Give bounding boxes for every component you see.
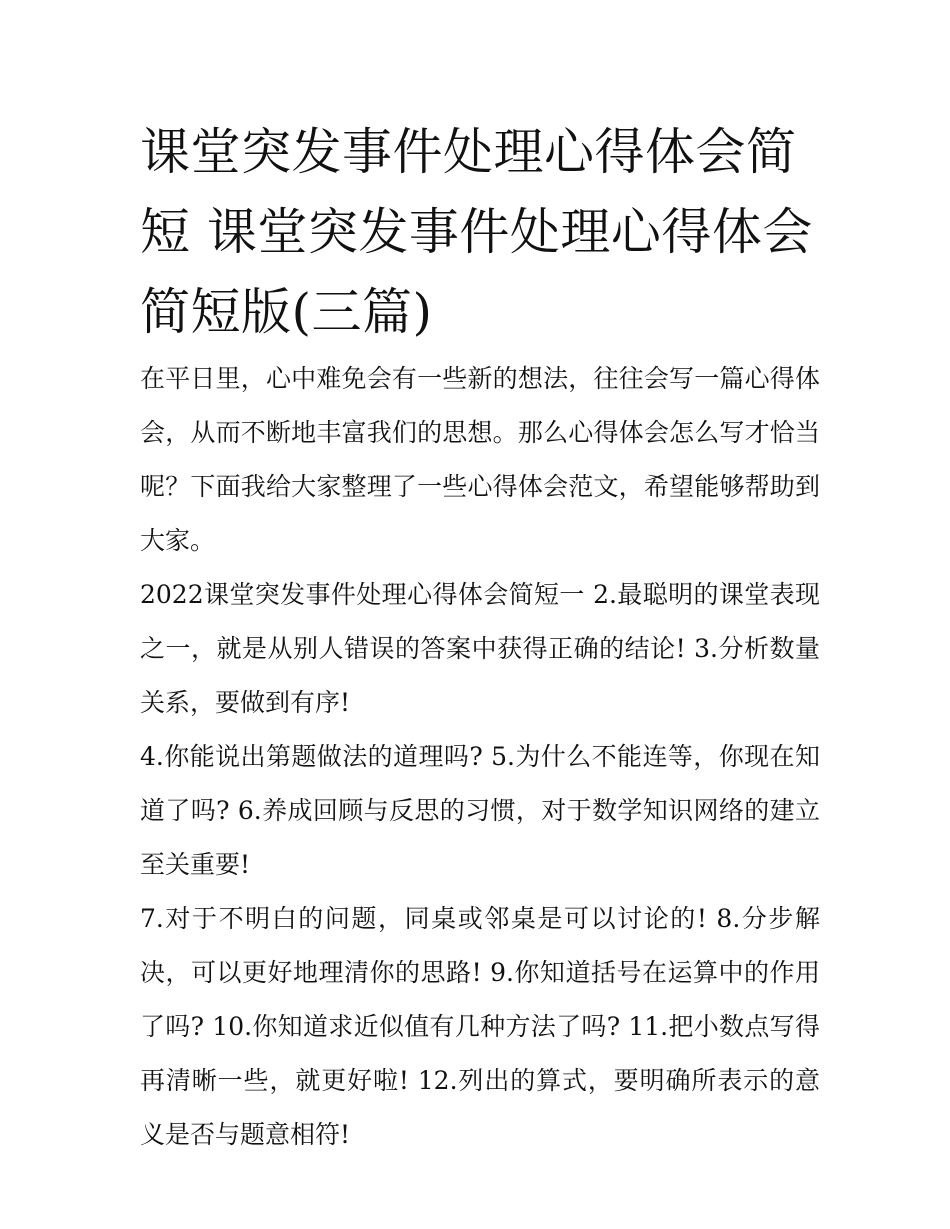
document-body <box>140 352 820 1162</box>
body-paragraph: 4.你能说出第题做法的道理吗? 5.为什么不能连等，你现在知道了吗? 6.养成回顾与反思的习惯，对于数学知识网络的建立至关重要! <box>140 742 820 879</box>
body-paragraph: 7.对于不明白的问题，同桌或邻桌是可以讨论的! 8.分步解决，可以更好地理清你的思路! 9.你知道括号在运算中的作用了吗? 10.你知道求近似值有几种方法了吗? 11.把小数点写得再清晰一些，就更好啦! 12.列出的算式，要明确所表示的意义是否与题意相符! <box>140 904 820 1149</box>
intro-paragraph: 在平日里，心中难免会有一些新的想法，往往会写一篇心得体会，从而不断地丰富我们的思想。那么心得体会怎么写才恰当呢？下面我给大家整理了一些心得体会范文，希望能够帮助到大家。 <box>140 364 820 555</box>
body-paragraph: 2022课堂突发事件处理心得体会简短一 2.最聪明的课堂表现之一，就是从别人错误的答案中获得正确的结论! 3.分析数量关系，要做到有序! <box>140 580 820 717</box>
document-title: 课堂突发事件处理心得体会简短 课堂突发事件处理心得体会简短版(三篇) <box>140 123 813 341</box>
